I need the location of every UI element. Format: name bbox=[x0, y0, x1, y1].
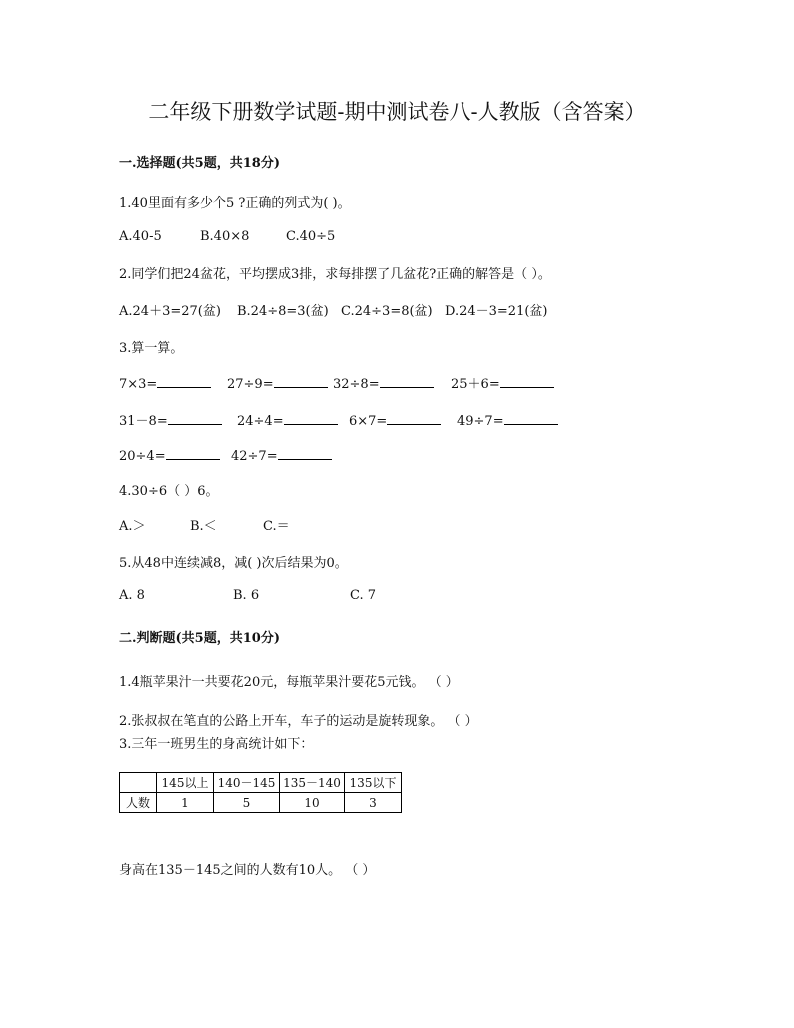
calc-item: 24÷4= bbox=[237, 412, 349, 429]
option-a: A.24＋3=27(盆) bbox=[119, 304, 221, 319]
table-cell: 10 bbox=[280, 793, 345, 813]
judge-question-1: 1.4瓶苹果汁一共要花20元，每瓶苹果汁要花5元钱。 （ ） bbox=[119, 675, 459, 690]
height-stats-table bbox=[119, 772, 402, 813]
section-heading-judge: 二.判断题(共5题，共10分) bbox=[119, 631, 280, 646]
option-c: C.40÷5 bbox=[286, 229, 336, 244]
calc-row-3 bbox=[119, 447, 332, 464]
answer-blank[interactable] bbox=[157, 375, 211, 388]
answer-blank[interactable] bbox=[380, 375, 434, 388]
question-2: 2.同学们把24盆花，平均摆成3排，求每排摆了几盆花?正确的解答是（ ）。 bbox=[119, 267, 551, 282]
answer-blank[interactable] bbox=[387, 412, 441, 425]
answer-blank[interactable] bbox=[168, 412, 222, 425]
question-1: 1.40里面有多少个5 ?正确的列式为( )。 bbox=[119, 196, 351, 211]
table-cell: 5 bbox=[214, 793, 280, 813]
table-header-cell: 135以下 bbox=[345, 773, 402, 793]
option-c: C.＝ bbox=[263, 519, 290, 534]
judge-question-3-statement: 身高在135－145之间的人数有10人。 （ ） bbox=[119, 863, 376, 878]
option-a: A. 8 bbox=[119, 588, 145, 603]
option-c: C. 7 bbox=[350, 588, 377, 603]
calc-item: 31－8= bbox=[119, 410, 237, 429]
answer-blank[interactable] bbox=[500, 375, 554, 388]
page-title: 二年级下册数学试题-期中测试卷八-人教版（含答案） bbox=[148, 100, 646, 124]
option-b: B.＜ bbox=[190, 519, 217, 534]
calc-item: 7×3= bbox=[119, 375, 227, 392]
section-heading-choice: 一.选择题(共5题，共18分) bbox=[119, 156, 280, 171]
answer-blank[interactable] bbox=[278, 447, 332, 460]
answer-blank[interactable] bbox=[504, 412, 558, 425]
calc-item: 49÷7= bbox=[457, 412, 558, 429]
option-b: B.24÷8=3(盆) bbox=[237, 304, 329, 319]
table-corner-cell bbox=[120, 773, 157, 793]
table-header-cell: 135－140 bbox=[280, 773, 345, 793]
table-header-cell: 145以上 bbox=[157, 773, 214, 793]
question-1-options bbox=[119, 229, 335, 244]
table-row bbox=[120, 793, 402, 813]
judge-question-3: 3.三年一班男生的身高统计如下： bbox=[119, 737, 314, 752]
answer-blank[interactable] bbox=[274, 375, 328, 388]
question-4: 4.30÷6（ ）6。 bbox=[119, 484, 219, 499]
calc-item: 20÷4= bbox=[119, 447, 231, 464]
table-row-label: 人数 bbox=[120, 793, 157, 813]
question-4-options bbox=[119, 515, 290, 534]
calc-item: 32÷8= bbox=[333, 375, 451, 392]
calc-row-1 bbox=[119, 373, 554, 392]
option-b: B.40×8 bbox=[200, 229, 250, 244]
calc-item: 27÷9= bbox=[227, 375, 333, 392]
calc-item: 6×7= bbox=[349, 412, 457, 429]
option-a: A.40-5 bbox=[119, 229, 162, 244]
calc-item: 42÷7= bbox=[231, 447, 332, 464]
option-c: C.24÷3=8(盆) bbox=[341, 304, 433, 319]
calc-item: 25＋6= bbox=[451, 373, 554, 392]
table-header-cell: 140－145 bbox=[214, 773, 280, 793]
table-header-row bbox=[120, 773, 402, 793]
option-b: B. 6 bbox=[233, 588, 260, 603]
answer-blank[interactable] bbox=[284, 412, 338, 425]
question-5-options bbox=[119, 588, 376, 603]
table-cell: 3 bbox=[345, 793, 402, 813]
table-cell: 1 bbox=[157, 793, 214, 813]
option-a: A.＞ bbox=[119, 519, 146, 534]
calc-row-2 bbox=[119, 410, 558, 429]
judge-question-2: 2.张叔叔在笔直的公路上开车，车子的运动是旋转现象。 （ ） bbox=[119, 714, 478, 729]
option-d: D.24－3=21(盆) bbox=[445, 304, 548, 319]
question-3: 3.算一算。 bbox=[119, 341, 184, 356]
question-2-options bbox=[119, 300, 547, 319]
question-5: 5.从48中连续减8，减( )次后结果为0。 bbox=[119, 556, 348, 571]
answer-blank[interactable] bbox=[166, 447, 220, 460]
